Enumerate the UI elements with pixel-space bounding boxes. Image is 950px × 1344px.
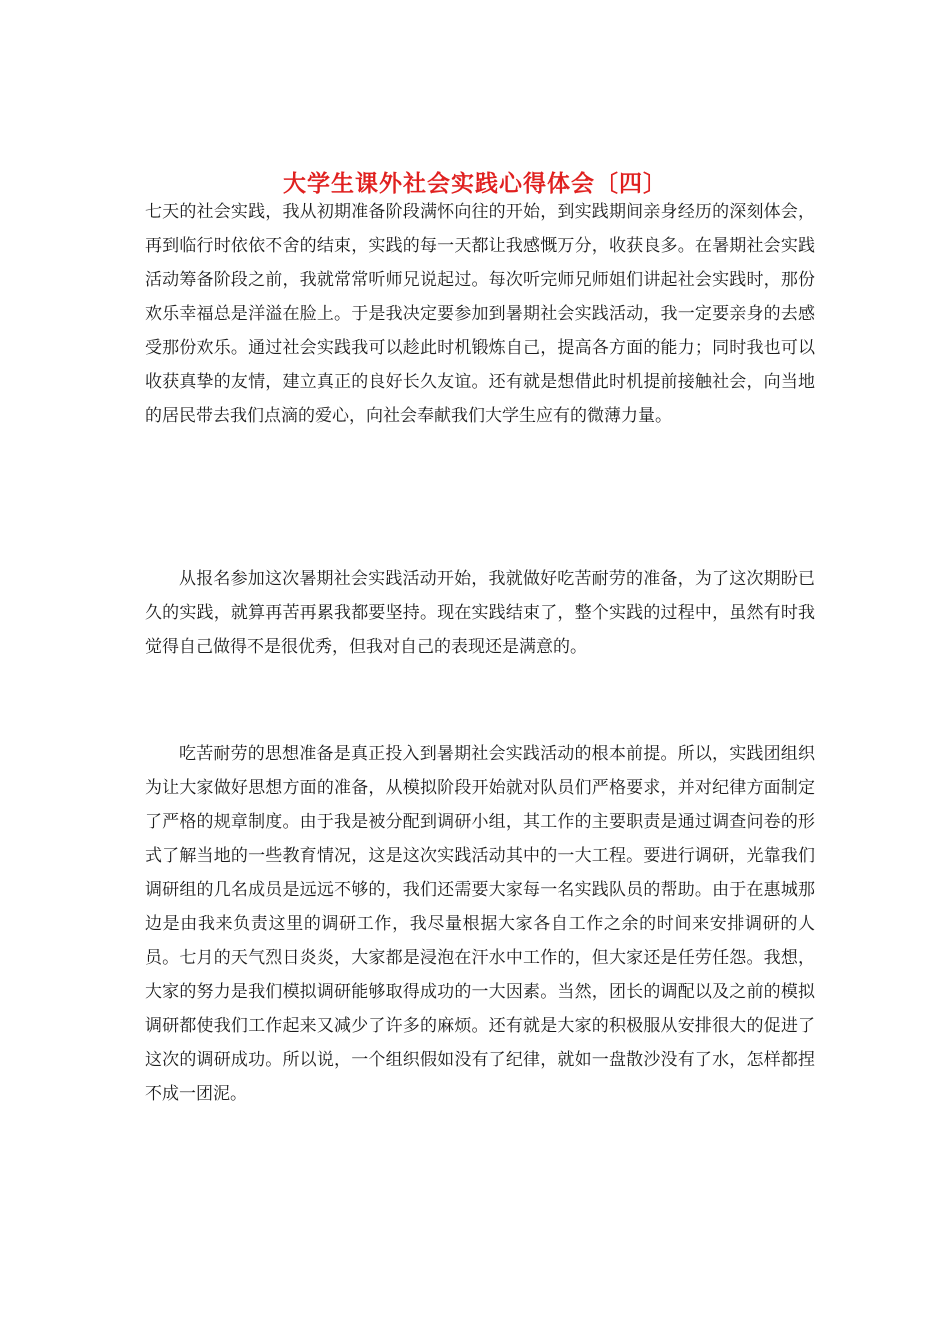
paragraph-3: 吃苦耐劳的思想准备是真正投入到暑期社会实践活动的根本前提。所以，实践团组织为让大家做好思想方面的准备，从模拟阶段开始就对队员们严格要求，并对纪律方面制定了严格的规章制度。由于我是被分配到调研小组，其工作的主要职责是通过调查问卷的形式了解当地的一些教育情况，这是这次实践活动其中的一大工程。要进行调研，光靠我们调研组的几名成员是远远不够的，我们还需要大家每一名实践队员的帮助。由于在惠城那边是由我来负责这里的调研工作，我尽量根据大家各自工作之余的时间来安排调研的人员。七月的天气烈日炎炎，大家都是浸泡在汗水中工作的，但大家还是任劳任怨。我想，大家的努力是我们模拟调研能够取得成功的一大因素。当然，团长的调配以及之前的模拟调研都使我们工作起来又减少了许多的麻烦。还有就是大家的积极服从安排很大的促进了这次的调研成功。所以说，一个组织假如没有了纪律，就如一盘散沙没有了水，怎样都捏不成一团泥。: [145, 744, 815, 1104]
document-title: 大学生课外社会实践心得体会〔四〕: [283, 170, 667, 198]
paragraph-2: 从报名参加这次暑期社会实践活动开始，我就做好吃苦耐劳的准备，为了这次期盼已久的实践，就算再苦再累我都要坚持。现在实践结束了，整个实践的过程中，虽然有时我觉得自己做得不是很优秀，但我对自己的表现还是满意的。: [145, 569, 815, 657]
paragraph-1: 七天的社会实践，我从初期准备阶段满怀向往的开始，到实践期间亲身经历的深刻体会，再到临行时依依不舍的结束，实践的每一天都让我感慨万分，收获良多。在暑期社会实践活动筹备阶段之前，我就常常听师兄说起过。每次听完师兄师姐们讲起社会实践时，那份欢乐幸福总是洋溢在脸上。于是我决定要参加到暑期社会实践活动，我一定要亲身的去感受那份欢乐。通过社会实践我可以趁此时机锻炼自己，提高各方面的能力；同时我也可以收获真挚的友情，建立真正的良好长久友谊。还有就是想借此时机提前接触社会，向当地的居民带去我们点滴的爱心，向社会奉献我们大学生应有的微薄力量。: [145, 202, 815, 426]
